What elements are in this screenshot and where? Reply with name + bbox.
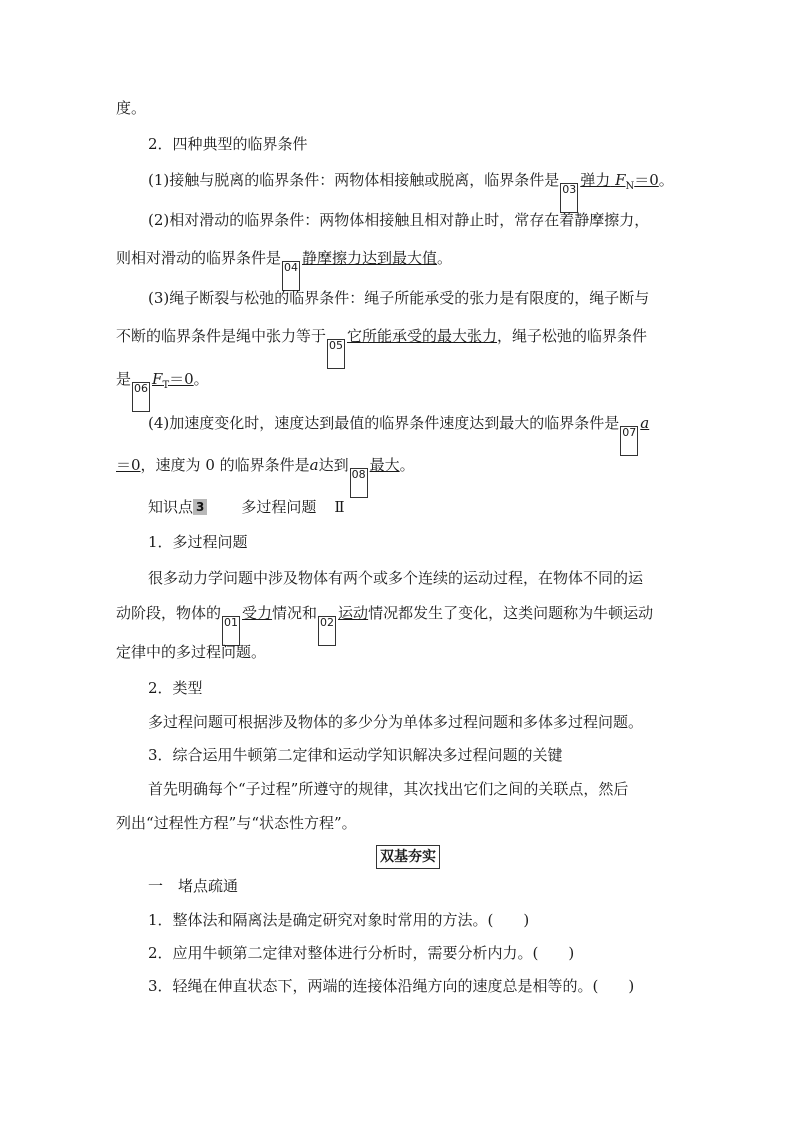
question-3: 3．轻绳在伸直状态下，两端的连接体沿绳方向的速度总是相等的。( ) (148, 977, 635, 995)
paragraph-5-cont: 动阶段，物体的01受力情况和02运动情况都发生了变化，这类问题称为牛顿运动 (116, 603, 653, 646)
paragraph-7-cont: 列出“过程性方程”与“状态性方程”。 (116, 814, 357, 832)
answer-box: 08 (350, 468, 368, 498)
answer-text: 它所能承受的最大张力 (347, 327, 498, 345)
answer-text: 运动 (338, 604, 369, 622)
answer-box: 06 (132, 382, 150, 412)
question-2: 2．应用牛顿第二定律对整体进行分析时，需要分析内力。( ) (148, 944, 575, 962)
answer-box: 07 (620, 426, 638, 456)
exercise-heading: 一 堵点疏通 (148, 877, 239, 895)
answer-box: 01 (222, 616, 240, 646)
paragraph-3-cont: 不断的临界条件是绳中张力等于05它所能承受的最大张力，绳子松弛的临界条件 (116, 326, 647, 369)
question-1: 1．整体法和隔离法是确定研究对象时常用的方法。( ) (148, 911, 530, 929)
paragraph-5: 很多动力学问题中涉及物体有两个或多个连续的运动过程，在物体不同的运 (148, 569, 644, 587)
paragraph-5-cont: 定律中的多过程问题。 (116, 643, 267, 661)
section-banner: 双基夯实 (376, 845, 440, 869)
answer-text: ＝0 (116, 456, 141, 474)
paragraph-1: (1)接触与脱离的临界条件：两物体相接触或脱离，临界条件是03弹力 $F_N=0$。 (148, 170, 674, 213)
subsection-heading: 2．类型 (148, 679, 203, 697)
section-heading: 2．四种典型的临界条件 (148, 135, 308, 153)
paragraph-4-cont: ＝0，速度为 0 的临界条件是a达到08最大。 (116, 455, 415, 498)
answer-text: $F_T=0$ (152, 370, 194, 391)
answer-text: 受力 (242, 604, 273, 622)
knowledge-point-heading: 知识点 3 多过程问题 Ⅱ (148, 498, 345, 516)
answer-text: 静摩擦力达到最大值 (302, 249, 438, 267)
text-line: 度。 (116, 99, 147, 117)
answer-box: 02 (318, 616, 336, 646)
level-mark: Ⅱ (334, 498, 345, 516)
answer-box: 03 (560, 183, 578, 213)
paragraph-7: 首先明确每个“子过程”所遵守的规律，其次找出它们之间的关联点，然后 (148, 780, 629, 798)
answer-text: 最大 (369, 456, 400, 474)
paragraph-4: (4)加速度变化时，速度达到最值的临界条件速度达到最大的临界条件是07a (148, 413, 649, 456)
answer-box: 04 (282, 261, 300, 291)
subsection-heading: 3．综合运用牛顿第二定律和运动学知识解决多过程问题的关键 (148, 746, 563, 764)
answer-box: 05 (327, 339, 345, 369)
paragraph-6: 多过程问题可根据涉及物体的多少分为单体多过程问题和多体多过程问题。 (148, 713, 644, 731)
subsection-heading: 1．多过程问题 (148, 533, 248, 551)
paragraph-3: (3)绳子断裂与松弛的临界条件：绳子所能承受的张力是有限度的，绳子断与 (148, 289, 650, 307)
paragraph-3-cont: 是$06F_T=0$。 (116, 369, 209, 412)
answer-text: 弹力 $F_N=0$ (580, 171, 659, 192)
paragraph-2: (2)相对滑动的临界条件：两物体相接触且相对静止时，常存在着静摩擦力， (148, 211, 650, 229)
knowledge-point-badge: 3 (193, 499, 207, 515)
paragraph-2-cont: 则相对滑动的临界条件是04静摩擦力达到最大值。 (116, 248, 452, 291)
answer-text: a (640, 414, 650, 432)
